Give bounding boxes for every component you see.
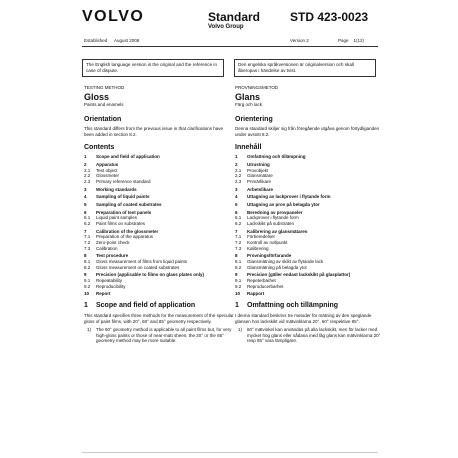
- toc-entry-number: 6: [84, 209, 87, 215]
- list-item-number: 1): [87, 327, 92, 333]
- toc-entry-text: Preparation of the apparatus: [96, 234, 154, 240]
- toc-entry-number: 6.1: [235, 215, 242, 221]
- english-column: [84, 85, 234, 344]
- list-item-number: 1): [238, 327, 243, 333]
- toc-entry-number: 3: [235, 186, 238, 192]
- orientation-heading: Orientering: [235, 116, 273, 123]
- volvo-logo: VOLVO: [82, 8, 145, 25]
- swedish-column: [235, 85, 385, 344]
- toc-entry-text: Calibration of the glossmeter: [96, 228, 159, 234]
- toc-entry-text: Lackprover i flytande form: [247, 215, 299, 221]
- toc-entry-text: Utrustning: [247, 161, 270, 167]
- toc-entry-number: 5: [84, 202, 87, 208]
- toc-entry-number: 2.2: [235, 173, 242, 179]
- toc-entry-text: Kalibrering: [247, 245, 269, 251]
- toc-entry-number: 4: [235, 194, 238, 200]
- section-text: This standard specifies three methods for the measurement of the specular gloss of paint films, with 20°, 60° and 85° geometry respectively.: [84, 312, 234, 324]
- method-label: TESTING METHOD: [84, 85, 125, 90]
- toc-entry-number: 9: [235, 272, 238, 278]
- toc-entry-text: Glansmätare: [247, 173, 273, 179]
- standard-subtitle: Volvo Group: [208, 24, 244, 30]
- toc-entry-number: 6.2: [235, 221, 242, 227]
- toc-entry-number: 2.1: [84, 167, 91, 173]
- toc-entry-text: Glansmätning av skikt av flytande lack: [247, 259, 324, 264]
- toc-entry: [84, 187, 234, 193]
- toc-entry-number: 7.3: [235, 245, 242, 251]
- orientation-heading: Orientation: [84, 116, 122, 123]
- toc-entry-text: Gloss measurement on coated substrates: [96, 264, 180, 270]
- toc-entry-text: Preparation of test panels: [96, 209, 152, 215]
- version-label: Version 2: [290, 38, 309, 43]
- toc-entry-number: 8.1: [84, 259, 91, 264]
- section-heading: [84, 302, 234, 310]
- toc-entry-text: Test object: [96, 167, 118, 173]
- toc-entry-number: 6: [235, 209, 238, 215]
- toc-entry: [84, 284, 234, 290]
- toc-entry: [84, 291, 234, 297]
- toc-entry-text: Glansmätning på belagda ytor: [247, 264, 308, 270]
- toc-entry-number: 9.2: [84, 283, 91, 289]
- toc-entry: [235, 284, 385, 290]
- toc-entry-number: 9.1: [235, 277, 242, 283]
- toc-entry-number: 6.2: [84, 221, 91, 227]
- toc-entry-number: 4: [84, 194, 87, 200]
- toc-entry-text: Uttagning av lackprover i flytande form: [247, 194, 331, 200]
- method-title: Glans: [235, 91, 261, 102]
- toc-entry-number: 7.2: [84, 240, 91, 246]
- toc-entry-text: Repeterbarhet: [247, 277, 276, 283]
- section-title: Omfattning och tillämpning: [247, 301, 338, 309]
- toc-entry-number: 2.1: [235, 167, 242, 173]
- header-rule: [82, 46, 378, 47]
- table-of-contents: [84, 154, 234, 297]
- toc-entry-text: Working standards: [96, 186, 137, 192]
- toc-entry-number: 7.2: [235, 240, 242, 246]
- page-number: Page 1(12): [338, 38, 365, 43]
- toc-entry-number: 10: [235, 291, 241, 297]
- toc-entry-text: Lackskikt på substraten: [247, 221, 295, 227]
- table-of-contents: [235, 154, 385, 297]
- toc-entry-text: Reproducibility: [96, 283, 126, 289]
- toc-entry-text: Sampling of coated substrates: [96, 202, 162, 208]
- toc-entry-number: 2: [84, 161, 87, 167]
- section-number: 1: [84, 301, 88, 309]
- toc-entry-text: Provningsförfarande: [247, 253, 292, 259]
- established-label: Established: [84, 38, 108, 43]
- toc-entry-number: 2.3: [84, 178, 91, 184]
- section-title: Scope and field of application: [96, 301, 196, 309]
- toc-entry-text: Paint films on substrates: [96, 221, 146, 227]
- method-title: Gloss: [84, 91, 110, 102]
- toc-entry: [235, 291, 385, 297]
- toc-entry-text: Repeatability: [96, 277, 123, 283]
- toc-entry: [235, 187, 385, 193]
- standard-number: STD 423-0023: [290, 10, 369, 24]
- toc-entry: [84, 194, 234, 200]
- toc-entry-text: Arbetslikare: [247, 186, 274, 192]
- toc-entry: [84, 221, 234, 227]
- toc-entry-number: 5: [235, 202, 238, 208]
- toc-entry-text: Rapport: [247, 291, 265, 297]
- toc-entry: [84, 246, 234, 252]
- toc-entry-number: 7.1: [84, 234, 91, 240]
- toc-entry-text: Beredning av provpaneler: [247, 209, 303, 215]
- contents-heading: Innehåll: [235, 144, 262, 152]
- toc-entry: [235, 246, 385, 252]
- toc-entry-number: 3: [84, 186, 87, 192]
- toc-entry-number: 7.3: [84, 245, 91, 251]
- toc-entry-text: Kalibrering av glansmätaren: [247, 228, 308, 234]
- toc-entry: [235, 194, 385, 200]
- toc-entry-number: 8: [235, 253, 238, 259]
- orientation-text: Denna standard skiljer sig från föregående utgåva genom förtydliganden under avsnitt 8.2.: [235, 126, 380, 137]
- toc-entry-number: 2.2: [84, 173, 91, 179]
- toc-entry-number: 8.2: [84, 264, 91, 270]
- toc-entry-text: Uttagning av prov på belagda ytor: [247, 202, 320, 208]
- toc-entry: [235, 202, 385, 208]
- toc-entry-number: 7.1: [235, 234, 242, 240]
- section-heading: [235, 302, 385, 310]
- toc-entry-text: Primary reference standard: [96, 178, 151, 184]
- toc-entry-text: Reproducerbarhet: [247, 283, 284, 289]
- toc-entry: [84, 179, 234, 185]
- footer-rule: [82, 452, 378, 453]
- toc-entry: [235, 179, 385, 185]
- orientation-text: This standard differs from the previous issue in that clarifications have been added in section 8.2.: [84, 126, 223, 137]
- section-list-item: [235, 327, 385, 344]
- notice-english: The English language version is the original and the reference in case of dispute.: [82, 59, 224, 77]
- toc-entry-number: 2.3: [235, 178, 242, 184]
- toc-entry-number: 9.1: [84, 277, 91, 283]
- toc-entry-text: Kontroll av nollpunkt: [247, 240, 288, 246]
- toc-entry-text: Report: [96, 291, 111, 297]
- toc-entry-number: 7: [84, 228, 87, 234]
- section-text: I denna standard beskrivs tre metoder för mätning av den speglande glansen hos lackskikt vid mätvinklarna 20°, 60° respektive 85°.: [235, 312, 372, 324]
- toc-entry-text: Omfattning och tillämpning: [247, 154, 306, 160]
- established-date: August 2008: [114, 38, 140, 43]
- toc-entry-number: 8.2: [235, 264, 242, 270]
- toc-entry-number: 8.1: [235, 259, 242, 264]
- toc-entry-text: Calibration: [96, 245, 118, 251]
- toc-entry-number: 2: [235, 161, 238, 167]
- toc-entry-number: 9: [84, 272, 87, 278]
- toc-entry-text: Sampling of liquid paints: [96, 194, 150, 200]
- method-subtitle: Färg och lack: [235, 101, 263, 107]
- toc-entry-text: Zero-point check: [96, 240, 130, 246]
- toc-entry: [84, 202, 234, 208]
- toc-entry-text: Provobjekt: [247, 167, 269, 173]
- document-header: [0, 0, 458, 52]
- toc-entry-number: 1: [235, 154, 238, 160]
- toc-entry-number: 7: [235, 228, 238, 234]
- toc-entry: [84, 154, 234, 160]
- toc-entry-text: Apparatus: [96, 161, 119, 167]
- method-subtitle: Paints and enamels: [84, 101, 124, 107]
- toc-entry-number: 8: [84, 253, 87, 259]
- toc-entry-number: 6.1: [84, 215, 91, 221]
- section-number: 1: [235, 301, 239, 309]
- toc-entry: [84, 265, 234, 271]
- toc-entry-number: 1: [84, 154, 87, 160]
- toc-entry-text: Test procedure: [96, 253, 129, 259]
- toc-entry-text: Primärlikare: [247, 178, 272, 184]
- section-list-item: [84, 327, 234, 344]
- toc-entry-text: Scope and field of application: [96, 154, 160, 160]
- toc-entry-text: Precision (applicable to films on glass plates only): [96, 272, 205, 278]
- toc-entry: [235, 265, 385, 271]
- standard-title: Standard: [208, 10, 261, 24]
- toc-entry-number: 10: [84, 291, 90, 297]
- list-item-text: 60° mätvinkel kan användas på alla lackskikt, men för lacker med mycket hög glans eller sådana med låg glans kan mätvinklarna 20° resp 85° vara lämpligare.: [247, 327, 381, 344]
- toc-entry-text: Gloss measurement of films from liquid paints: [96, 259, 188, 264]
- contents-heading: Contents: [84, 144, 115, 152]
- toc-entry: [235, 154, 385, 160]
- toc-entry-text: Glossmeter: [96, 173, 120, 179]
- toc-entry-text: Liquid paint samples: [96, 215, 138, 221]
- toc-entry-number: 9.2: [235, 283, 242, 289]
- toc-entry: [235, 221, 385, 227]
- method-label: PROVNINGSMETOD: [235, 85, 279, 90]
- notice-swedish: Den engelska språkversionen är originalversion och skall åberopas i händelse av tvist.: [234, 59, 376, 77]
- list-item-text: The 60° geometry method is applicable to all paint films but, for very high-gloss paints or those of near-matt sheen, the 20° or the 85° geometry method may be more suitable.: [96, 327, 232, 344]
- toc-entry-text: Förberedelser: [247, 234, 276, 240]
- toc-entry-text: Precision (gäller endast lackskikt på glasplattor): [247, 272, 351, 278]
